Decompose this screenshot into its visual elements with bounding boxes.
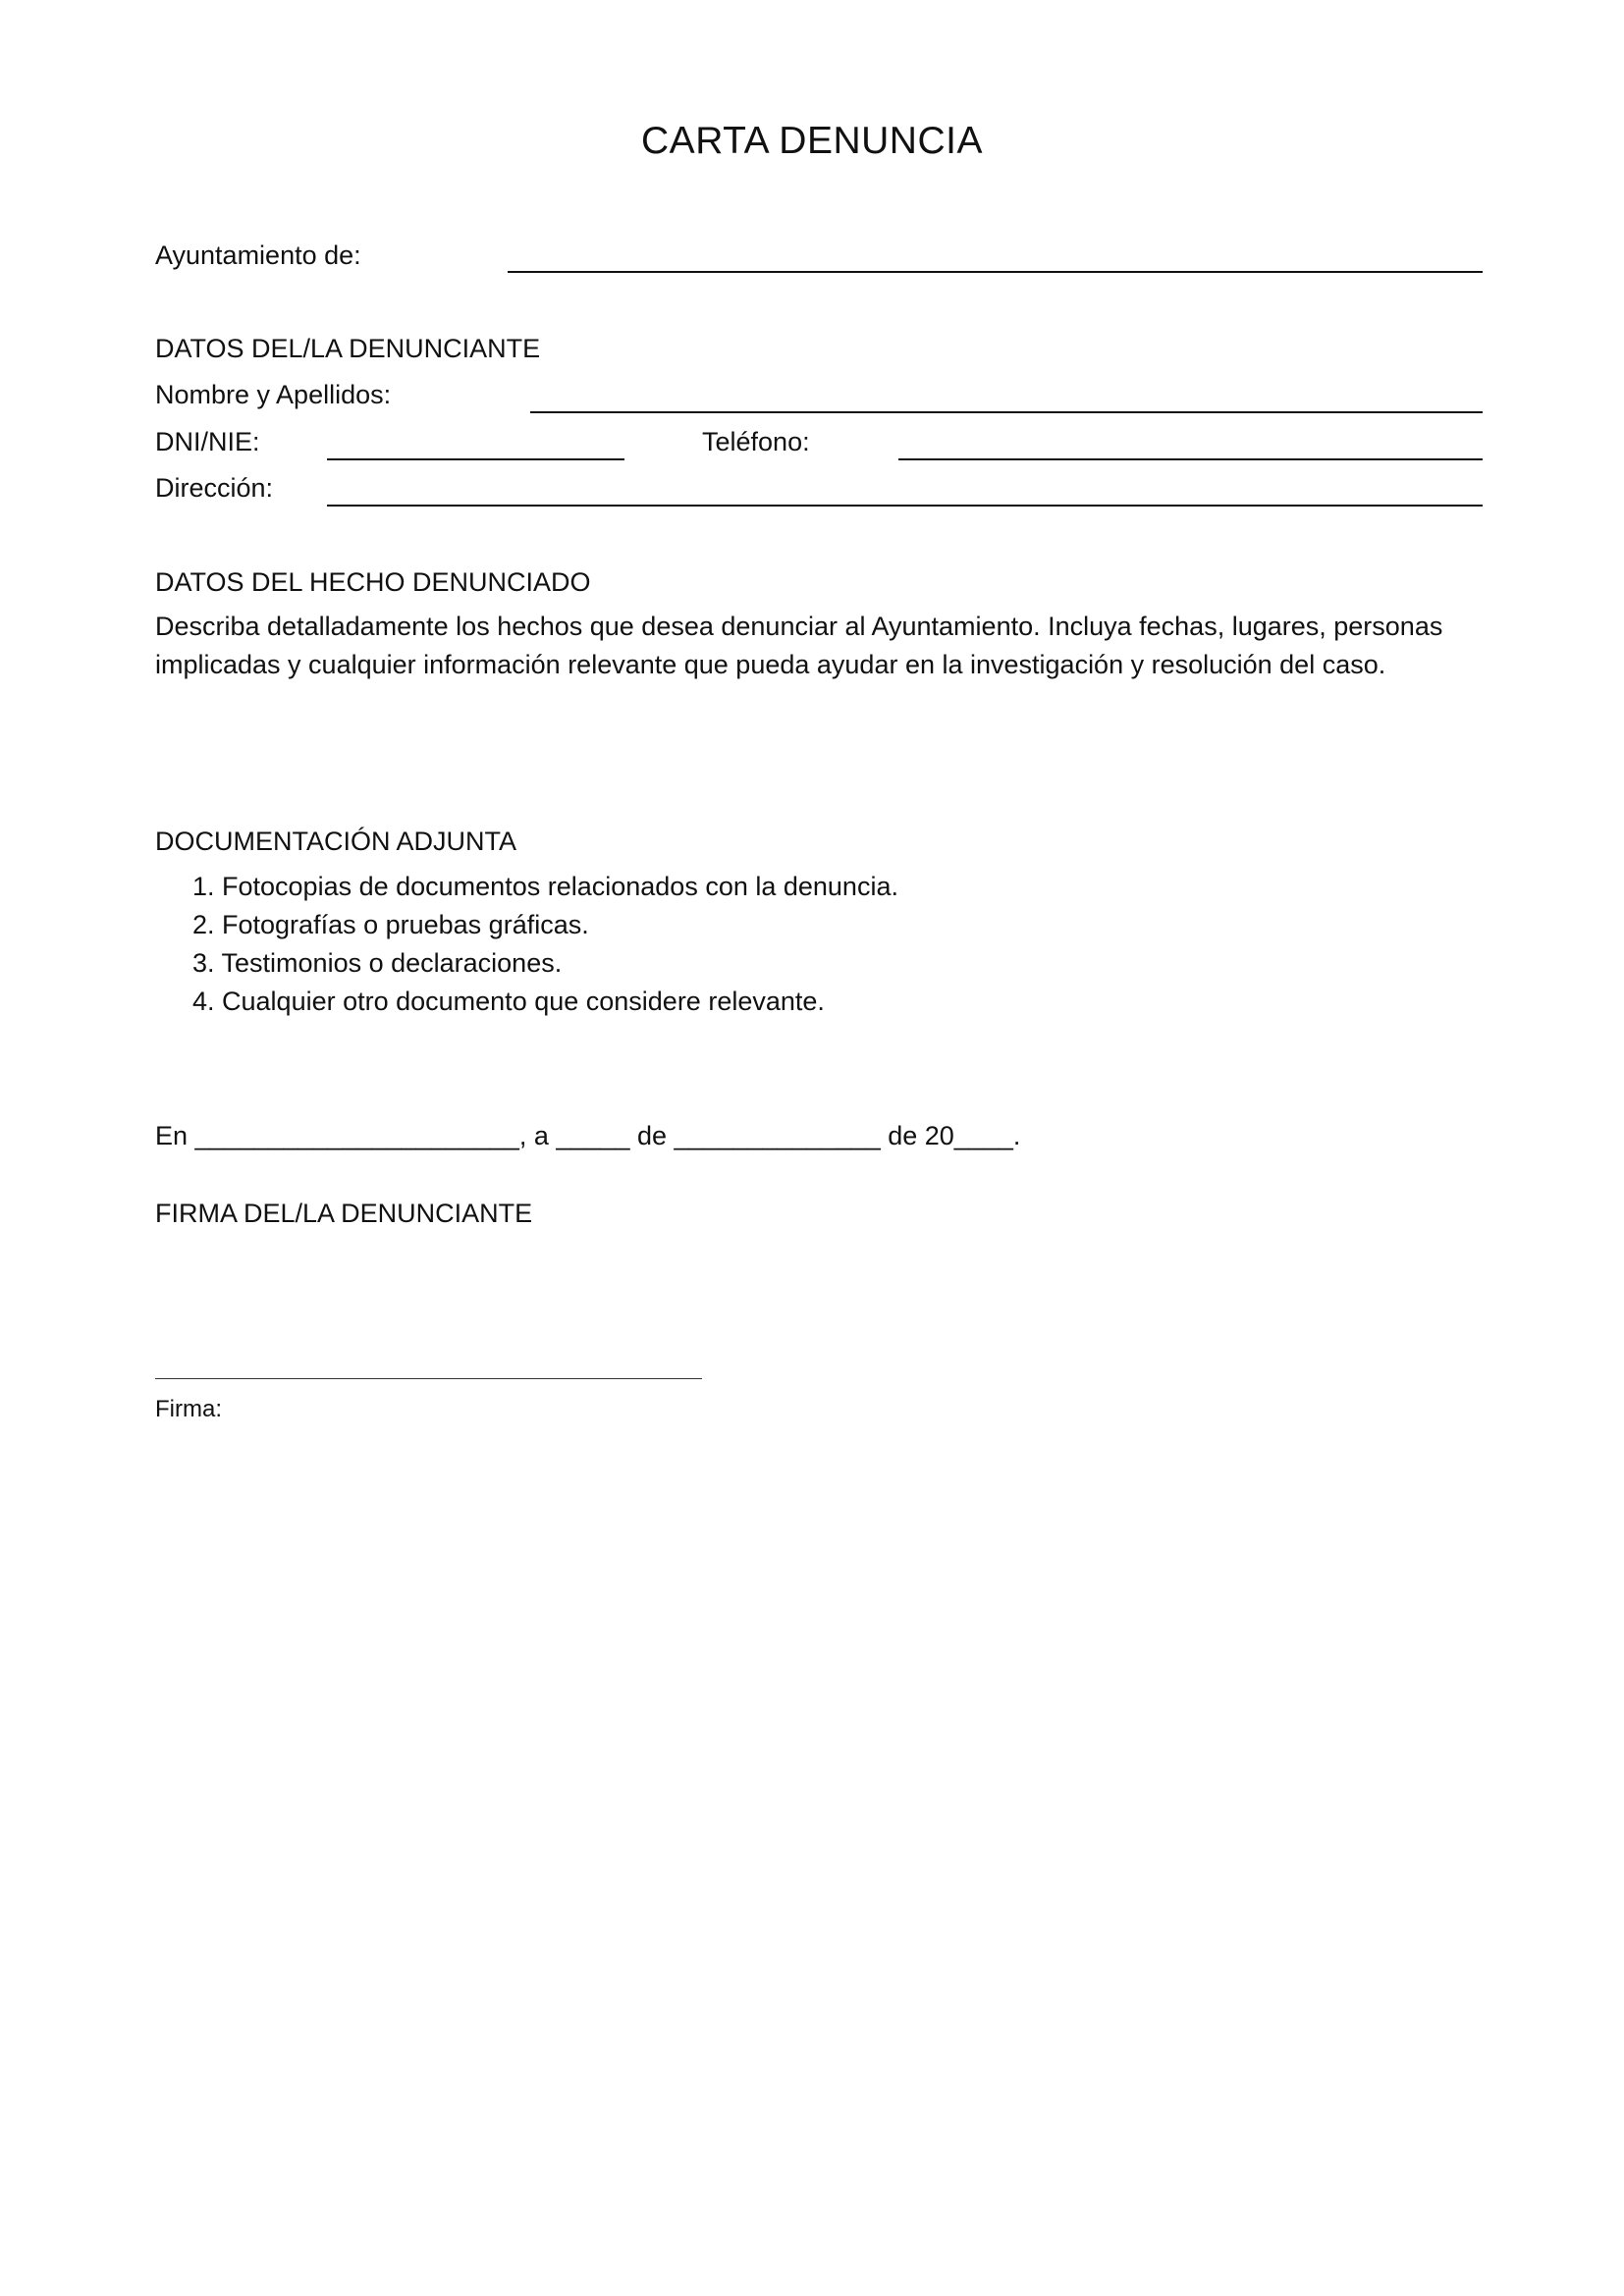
denunciante-heading: DATOS DEL/LA DENUNCIANTE <box>155 334 541 363</box>
page-title: CARTA DENUNCIA <box>641 120 983 162</box>
address-label: Dirección: <box>155 473 274 503</box>
ayuntamiento-field[interactable] <box>508 271 1483 273</box>
name-label: Nombre y Apellidos: <box>155 380 392 409</box>
documentacion-list <box>155 868 898 1021</box>
phone-field[interactable] <box>898 458 1483 460</box>
signature-heading: FIRMA DEL/LA DENUNCIANTE <box>155 1199 533 1228</box>
list-item: 2. Fotografías o pruebas gráficas. <box>192 910 589 939</box>
hecho-heading: DATOS DEL HECHO DENUNCIADO <box>155 567 591 597</box>
place-date-line[interactable]: En ______________________, a _____ de ______________ de 20____. <box>155 1121 1021 1150</box>
list-item: 1. Fotocopias de documentos relacionados con la denuncia. <box>192 872 898 901</box>
name-field[interactable] <box>530 411 1483 413</box>
signature-label: Firma: <box>155 1396 222 1422</box>
documentacion-heading: DOCUMENTACIÓN ADJUNTA <box>155 827 517 856</box>
hecho-description: Describa detalladamente los hechos que desea denunciar al Ayuntamiento. Incluya fechas, lugares, personas implicadas y cualquier información relevante que pueda ayudar en la investigación y resolución del caso. <box>155 612 1443 679</box>
phone-label: Teléfono: <box>702 427 810 456</box>
dni-field[interactable] <box>327 458 624 460</box>
ayuntamiento-label: Ayuntamiento de: <box>155 240 361 270</box>
address-field[interactable] <box>327 505 1483 507</box>
list-item: 4. Cualquier otro documento que considere relevante. <box>192 987 825 1016</box>
list-item: 3. Testimonios o declaraciones. <box>192 948 563 978</box>
signature-line[interactable] <box>155 1378 702 1379</box>
dni-label: DNI/NIE: <box>155 427 260 456</box>
